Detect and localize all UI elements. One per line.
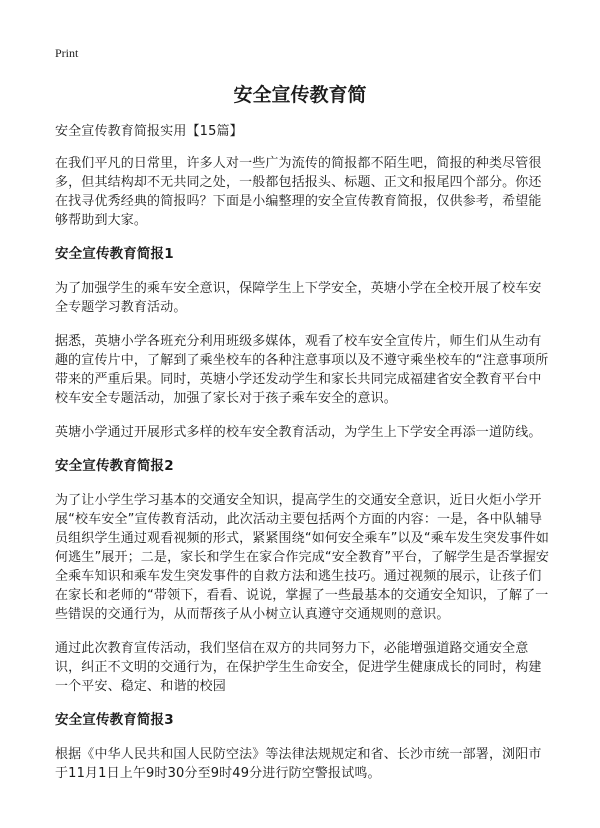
section-1-paragraph-1: 为了加强学生的乘车安全意识，保障学生上下学安全，英塘小学在全校开展了校车安全专题学习教育活动。 xyxy=(55,281,542,315)
print-link[interactable]: Print xyxy=(55,46,79,60)
section-1-paragraph-3: 英塘小学通过开展形式多样的校车安全教育活动，为学生上下学安全再添一道防线。 xyxy=(55,425,542,440)
section-3-paragraph-1: 根据《中华人民共和国人民防空法》等法律法规规定和省、长沙市统一部署，浏阳市于11月1日上午9时30分至9时49分进行防空警报试鸣。 xyxy=(55,747,542,781)
section-1-paragraph-2: 据悉，英塘小学各班充分利用班级多媒体，观看了校车安全宣传片，师生们从生动有趣的宣传片中，了解到了乘坐校车的各种注意事项以及不遵守乘坐校车的“注意事项所带来的严重后果。同时，英塘小学还发动学生和家长共同完成福建省安全教育平台中校车安全专题活动，加强了家长对于孩子乘车安全的意识。 xyxy=(55,334,549,406)
intro-paragraph: 在我们平凡的日常里，许多人对一些广为流传的简报都不陌生吧，简报的种类尽管很多，但其结构却不无共同之处，一般都包括报头、标题、正文和报尾四个部分。你还在找寻优秀经典的简报吗？下面是小编整理的安全宣传教育简报，仅供参考，希望能够帮助到大家。 xyxy=(55,156,542,228)
section-heading-2: 安全宣传教育简报2 xyxy=(55,458,174,474)
section-2-paragraph-2: 通过此次教育宣传活动，我们坚信在双方的共同努力下，必能增强道路交通安全意识，纠正不文明的交通行为，在保护学生生命安全，促进学生健康成长的同时，构建一个平安、稳定、和谐的校园 xyxy=(55,641,542,694)
document-body xyxy=(55,122,553,798)
document-subtitle: 安全宣传教育简报实用【15篇】 xyxy=(55,124,243,139)
section-2-paragraph-1: 为了让小学生学习基本的交通安全知识，提高学生的交通安全意识，近日火炬小学开展“校车安全”宣传教育活动，此次活动主要包括两个方面的内容：一是，各中队辅导员组织学生通过观看视频的形式，紧紧围绕“如何安全乘车”以及“乘车发生突发事件如何逃生”展开；二是，家长和学生在家合作完成“安全教育”平台，了解学生是否掌握安全乘车知识和乘车发生突发事件的自救方法和逃生技巧。通过视频的展示，让孩子们在家长和老师的“带领下，看看、说说，掌握了一些最基本的交通安全知识，了解了一些错误的交通行为，从而帮孩子从小树立认真遵守交通规则的意识。 xyxy=(55,493,550,622)
section-heading-1: 安全宣传教育简报1 xyxy=(55,246,174,262)
section-heading-3: 安全宣传教育简报3 xyxy=(55,712,174,728)
page-title: 安全宣传教育简 xyxy=(233,84,367,106)
